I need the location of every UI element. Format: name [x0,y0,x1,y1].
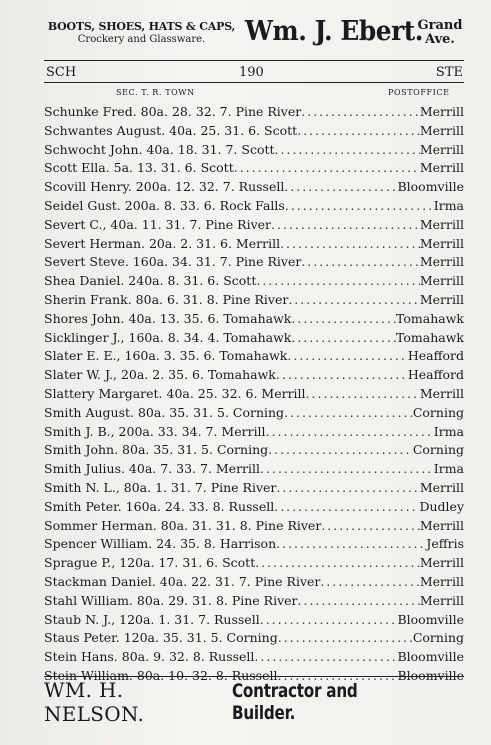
entry-text: Schunke Fred. 80a. 28. 32. 7. Pine River [44,104,302,119]
footer-advert [44,678,464,726]
entry-postoffice: Merrill [419,216,464,232]
entry-postoffice: Irma [433,197,464,213]
entry-text: Severt Herman. 20a. 2. 31. 6. Merrill [44,235,281,251]
entry-text: Seidel Gust. 200a. 8. 33. 6. Rock Falls [44,197,285,213]
entry-postoffice: Tomahawk [396,310,464,326]
directory-entry [44,423,464,442]
leader-dots [260,460,434,479]
leader-dots [320,573,419,592]
entry-text: Stahl William. 80a. 29. 31. 8. Pine River [44,592,298,608]
entry-text: Smith J. B., 200a. 33. 34. 7. Merrill [44,423,266,439]
directory-entry [44,592,464,611]
entry-text: Schwantes August. 40a. 25. 31. 6. Scott [44,122,298,138]
leader-dots [271,216,420,235]
entry-postoffice: Dudley [419,498,464,514]
guide-word-left: SCH [46,64,77,80]
directory-entry [44,122,464,141]
leader-dots [280,235,420,254]
entry-postoffice: Heafford [407,348,464,364]
leader-dots [291,329,396,348]
entry-text: Stein Hans. 80a. 9. 32. 8. Russell [44,649,255,665]
directory-entry [44,385,464,404]
leader-dots [321,517,420,536]
leader-dots [255,554,420,573]
entry-text: Sherin Frank. 80a. 6. 31. 8. Pine River [44,291,289,307]
directory-entry [44,159,464,178]
leader-dots [260,611,398,630]
entry-text: Stackman Daniel. 40a. 22. 31. 7. Pine River [44,573,321,589]
entry-postoffice: Merrill [419,273,464,289]
entry-postoffice: Irma [433,461,464,477]
header-address [414,19,466,48]
subheader-rule [44,82,464,83]
leader-dots [301,253,420,272]
leader-dots [284,404,413,423]
leader-dots [298,592,420,611]
entry-text: Scott Ella. 5a. 13. 31. 6. Scott [44,160,234,176]
entry-postoffice: Corning [412,442,464,458]
directory-entry [44,272,464,291]
directory-entry [44,216,464,235]
entry-postoffice: Merrill [419,385,464,401]
entry-text: Shea Daniel. 240a. 8. 31. 6. Scott [44,273,257,289]
entry-text: Shores John. 40a. 13. 35. 6. Tomahawk [44,310,292,326]
directory-entry [44,611,464,630]
directory-entry [44,253,464,272]
entry-postoffice: Merrill [419,104,464,119]
leader-dots [266,423,434,442]
address-line-2: Ave. [425,32,455,48]
leader-dots [234,159,420,178]
entry-postoffice: Merrill [419,235,464,251]
entry-text: Smith Julius. 40a. 7. 33. 7. Merrill [44,461,261,477]
leader-dots [256,272,420,291]
entry-postoffice: Tomahawk [396,329,464,345]
directory-entry [44,235,464,254]
leader-dots [284,178,397,197]
directory-entry [44,479,464,498]
directory-entry [44,178,464,197]
directory-entry [44,404,464,423]
entry-text: Severt Steve. 160a. 34. 31. 7. Pine River [44,254,302,270]
entry-postoffice: Merrill [419,555,464,571]
leader-dots [275,141,420,160]
guide-word-right: STE [435,64,463,80]
entry-postoffice: Merrill [419,517,464,533]
entry-postoffice: Merrill [419,291,464,307]
entry-text: Smith August. 80a. 35. 31. 5. Corning [44,404,285,420]
directory-entry [44,460,464,479]
entry-postoffice: Jeffris [426,536,464,552]
directory-entry [44,310,464,329]
leader-dots [297,122,420,141]
entry-postoffice: Corning [412,404,464,420]
entry-postoffice: Merrill [419,141,464,157]
leader-dots [288,291,420,310]
leader-dots [291,310,396,329]
entry-postoffice: Merrill [419,254,464,270]
entry-text: Scovill Henry. 200a. 12. 32. 7. Russell [44,179,285,195]
entry-text: Schwocht John. 40a. 18. 31. 7. Scott [44,141,275,157]
entry-text: Sommer Herman. 80a. 31. 31. 8. Pine River [44,517,322,533]
address-line-1: Grand [417,18,463,33]
entry-postoffice: Bloomville [397,611,464,627]
directory-entry [44,197,464,216]
leader-dots [276,479,419,498]
leader-dots [278,629,413,648]
leader-dots [301,103,420,122]
directory-entry [44,141,464,160]
directory-entry [44,366,464,385]
entry-postoffice: Bloomville [397,667,464,683]
entry-postoffice: Merrill [419,479,464,495]
column-header-postoffice: POSTOFFICE [388,88,450,97]
header-rule [44,60,464,61]
directory-entry [44,517,464,536]
directory-entry [44,498,464,517]
directory-entry [44,441,464,460]
advert-goods-line: BOOTS, SHOES, HATS & CAPS, [47,20,236,33]
column-header-sec-t-r-town: SEC. T. R. TOWN [116,88,195,97]
directory-entry [44,347,464,366]
directory-entry [44,629,464,648]
leader-dots [276,535,426,554]
footer-advertiser-trade: Contractor and Builder. [232,680,358,724]
entry-postoffice: Irma [433,423,464,439]
entry-text: Staus Peter. 120a. 35. 31. 5. Corning [44,630,278,646]
page-number: 190 [239,64,264,80]
footer-rule [44,676,464,677]
entry-text: Smith N. L., 80a. 1. 31. 7. Pine River [44,479,277,495]
directory-entry [44,554,464,573]
entry-text: Smith Peter. 160a. 24. 33. 8. Russell [44,498,275,514]
entry-text: Stein William. 80a. 10. 32. 8. Russell [44,667,278,683]
entry-postoffice: Bloomville [397,649,464,665]
directory-entries [44,103,464,686]
entry-postoffice: Bloomville [397,179,464,195]
entry-postoffice: Merrill [419,122,464,138]
entry-postoffice: Heafford [407,367,464,383]
leader-dots [268,441,413,460]
entry-text: Spencer William. 24. 35. 8. Harrison [44,536,277,552]
advert-crockery-line: Crockery and Glassware. [77,33,206,45]
entry-postoffice: Merrill [419,573,464,589]
directory-entry [44,103,464,122]
directory-entry [44,535,464,554]
directory-entry [44,291,464,310]
leader-dots [276,366,408,385]
entry-text: Slater W. J., 20a. 2. 35. 6. Tomahawk [44,367,276,383]
entry-postoffice: Corning [412,630,464,646]
directory-entry [44,573,464,592]
leader-dots [274,498,419,517]
entry-text: Severt C., 40a. 11. 31. 7. Pine River [44,216,272,232]
entry-postoffice: Merrill [419,592,464,608]
entry-text: Slattery Margaret. 40a. 25. 32. 6. Merrill [44,385,306,401]
page-guide-line [46,64,463,80]
directory-entry [44,648,464,667]
leader-dots [254,648,397,667]
leader-dots [306,385,420,404]
directory-entry [44,329,464,348]
advertiser-name: Wm. J. Ebert. [245,16,423,47]
entry-postoffice: Merrill [419,160,464,176]
entry-text: Sprague P., 120a. 17. 31. 6. Scott [44,555,256,571]
entry-text: Smith John. 80a. 35. 31. 5. Corning [44,442,269,458]
footer-advertiser-name: WM. H. NELSON. [44,678,145,726]
leader-dots [287,347,407,366]
entry-text: Sicklinger J., 160a. 8. 34. 4. Tomahawk [44,329,292,345]
entry-text: Slater E. E., 160a. 3. 35. 6. Tomahawk [44,348,288,364]
entry-text: Staub N. J., 120a. 1. 31. 7. Russell [44,611,260,627]
leader-dots [285,197,434,216]
header-advert-left [44,20,239,46]
